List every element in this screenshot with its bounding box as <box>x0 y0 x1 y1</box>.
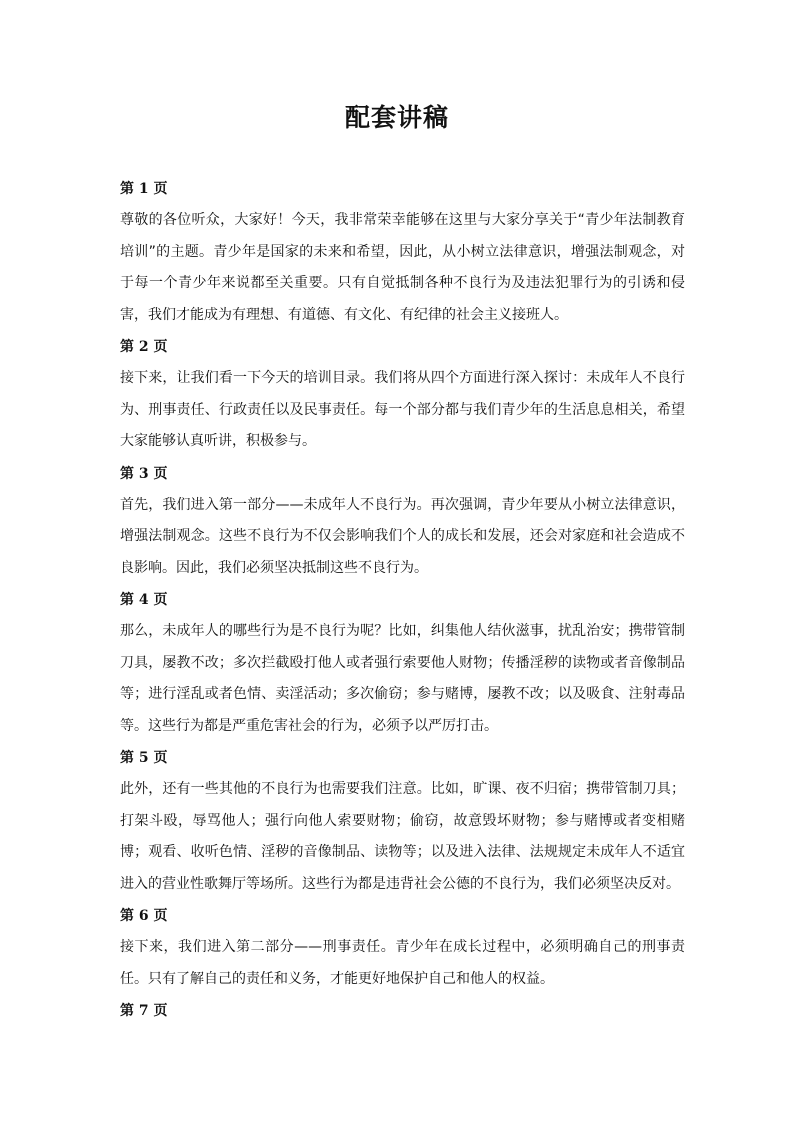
section-paragraph: 首先，我们进入第一部分——未成年人不良行为。再次强调，青少年要从小树立法律意识，增强法制观念。这些不良行为不仅会影响我们个人的成长和发展，还会对家庭和社会造成不良影响。因此，我们必须坚决抵制这些不良行为。 <box>120 496 685 576</box>
document-body <box>120 173 685 1027</box>
section-heading: 第 7 页 <box>120 1003 168 1019</box>
section-paragraph: 那么，未成年人的哪些行为是不良行为呢？比如，纠集他人结伙滋事，扰乱治安；携带管制刀具，屡教不改；多次拦截殴打他人或者强行索要他人财物；传播淫秽的读物或者音像制品等；进行淫乱或者色情、卖淫活动；多次偷窃；参与赌博，屡教不改；以及吸食、注射毒品等。这些行为都是严重危害社会的行为，必须予以严厉打击。 <box>120 623 685 734</box>
section-heading: 第 2 页 <box>120 339 168 355</box>
section-paragraph: 此外，还有一些其他的不良行为也需要我们注意。比如，旷课、夜不归宿；携带管制刀具；打架斗殴，辱骂他人；强行向他人索要财物；偷窃，故意毁坏财物；参与赌博或者变相赌博；观看、收听色情、淫秽的音像制品、读物等；以及进入法律、法规规定未成年人不适宜进入的营业性歌舞厅等场所。这些行为都是违背社会公德的不良行为，我们必须坚决反对。 <box>120 781 685 892</box>
section-paragraph: 接下来，我们进入第二部分——刑事责任。青少年在成长过程中，必须明确自己的刑事责任。只有了解自己的责任和义务，才能更好地保护自己和他人的权益。 <box>120 939 685 987</box>
section-paragraph: 接下来，让我们看一下今天的培训目录。我们将从四个方面进行深入探讨：未成年人不良行为、刑事责任、行政责任以及民事责任。每一个部分都与我们青少年的生活息息相关，希望大家能够认真听讲，积极参与。 <box>120 370 685 449</box>
section-heading: 第 3 页 <box>120 465 168 482</box>
section-page-7 <box>120 995 685 1027</box>
section-paragraph: 尊敬的各位听众，大家好！今天，我非常荣幸能够在这里与大家分享关于“青少年法制教育培训”的主题。青少年是国家的未来和希望，因此，从小树立法律意识，增强法制观念，对于每一个青少年来说都至关重要。只有自觉抵制各种不良行为及违法犯罪行为的引诱和侵害，我们才能成为有理想、有道德、有文化、有纪律的社会主义接班人。 <box>120 212 685 323</box>
section-page-2 <box>120 331 685 458</box>
section-page-5 <box>120 742 685 900</box>
section-page-4 <box>120 584 685 742</box>
section-heading: 第 6 页 <box>120 908 168 924</box>
section-heading: 第 5 页 <box>120 750 168 766</box>
section-page-1 <box>120 173 685 331</box>
document-title: 配套讲稿 <box>344 103 449 132</box>
section-page-6 <box>120 900 685 995</box>
section-page-3 <box>120 458 685 585</box>
section-heading: 第 4 页 <box>120 592 168 608</box>
section-heading: 第 1 页 <box>120 181 168 197</box>
